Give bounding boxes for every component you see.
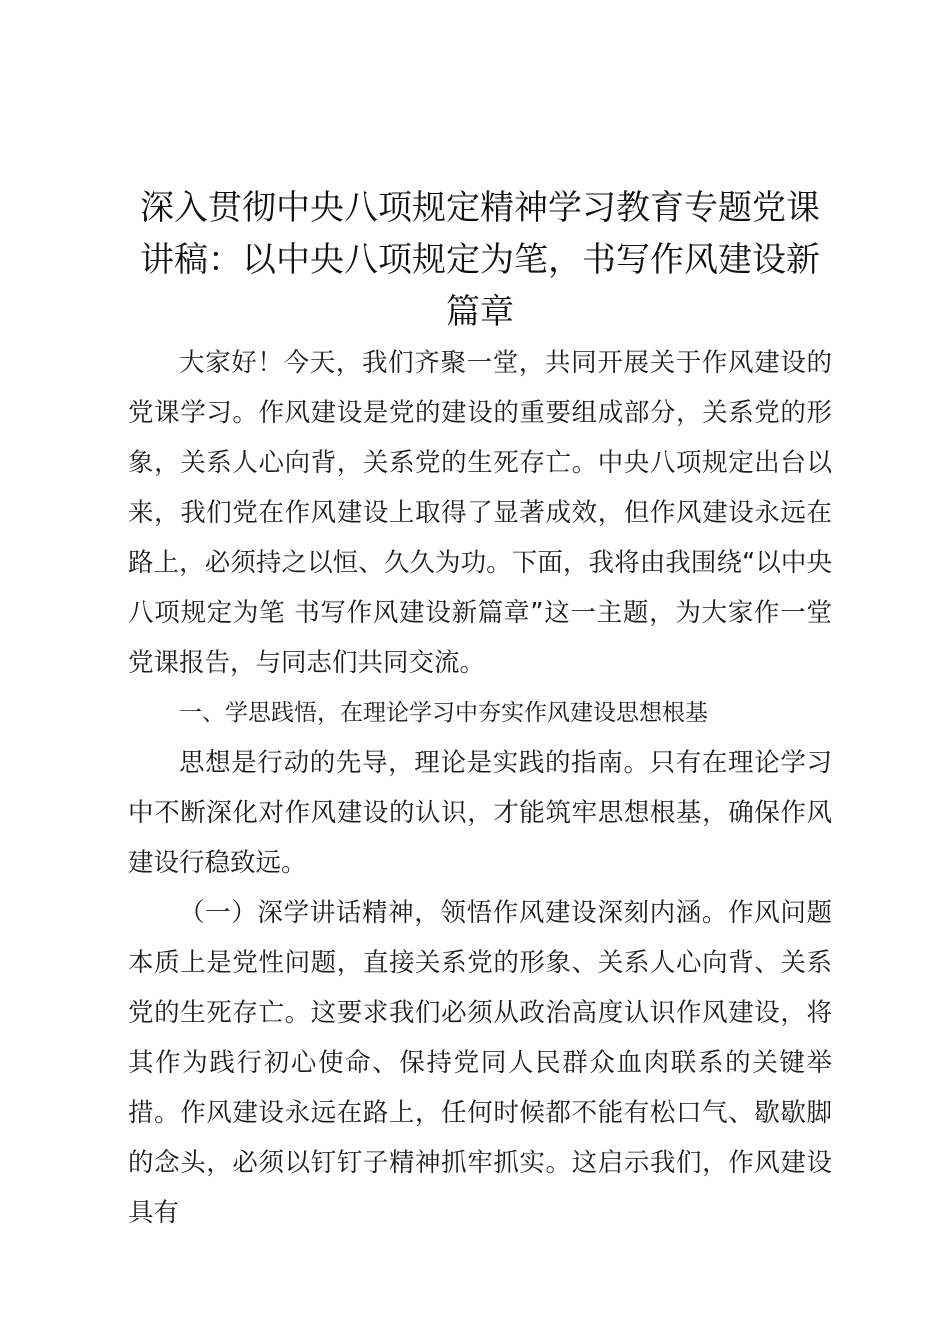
section-heading-1: 一、学思践悟，在理论学习中夯实作风建设思想根基 xyxy=(179,700,708,726)
section-paragraph-1: 思想是行动的先导，理论是实践的指南。只有在理论学习中不断深化对作风建设的认识，才能筑牢思想根基，确保作风建设行稳致远。 xyxy=(128,748,832,878)
intro-paragraph: 大家好！今天，我们齐聚一堂，共同开展关于作风建设的党课学习。作风建设是党的建设的重要组成部分，关系党的形象，关系人心向背，关系党的生死存亡。中央八项规定出台以来，我们党在作风建设上取得了显著成效，但作风建设永远在路上，必须持之以恒、久久为功。下面，我将由我围绕“以中央八项规定为笔 书写作风建设新篇章”这一主题，为大家作一堂党课报告，与同志们共同交流。 xyxy=(128,348,832,678)
document-body xyxy=(128,182,832,1238)
subsection-paragraph-1: （一）深学讲话精神，领悟作风建设深刻内涵。作风问题本质上是党性问题，直接关系党的形象、关系人心向背、关系党的生死存亡。这要求我们必须从政治高度认识作风建设，将其作为践行初心使命、保持党同人民群众血肉联系的关键举措。作风建设永远在路上，任何时候都不能有松口气、歇歇脚的念头，必须以钉钉子精神抓牢抓实。这启示我们，作风建设具有 xyxy=(128,898,832,1228)
document-title: 深入贯彻中央八项规定精神学习教育专题党课讲稿：以中央八项规定为笔，书写作风建设新篇章 xyxy=(140,188,820,332)
